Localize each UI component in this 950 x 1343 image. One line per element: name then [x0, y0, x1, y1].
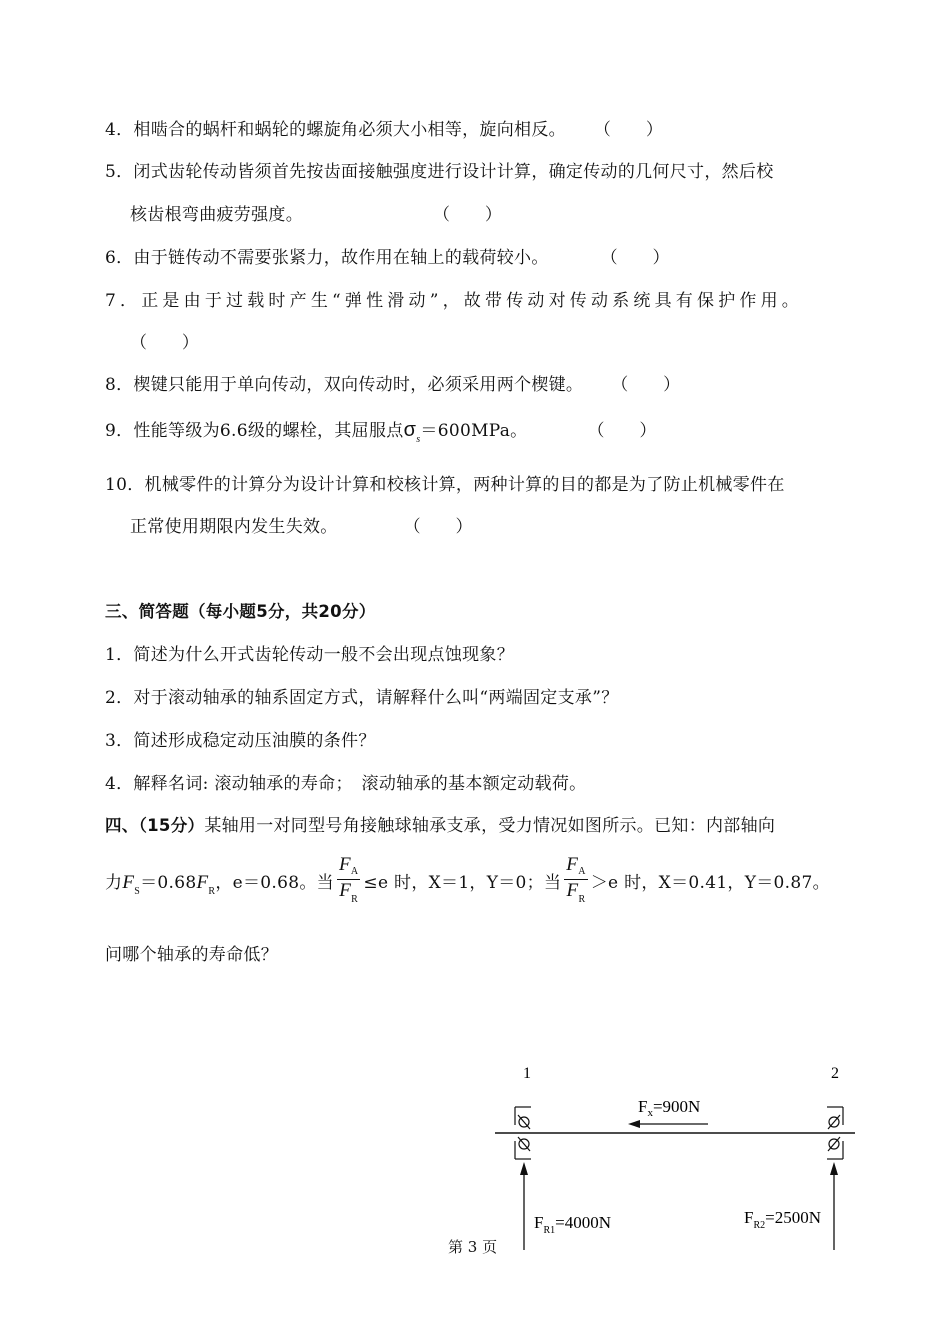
judgement-q4: [105, 115, 663, 140]
judgement-q6: [105, 243, 670, 268]
sigma-subscript: s: [416, 434, 421, 445]
shaft-bearing-diagram: [490, 1055, 870, 1255]
q4-answer-paren[interactable]: （ ）: [593, 120, 664, 140]
section4-formula-line: [105, 854, 830, 909]
axial-force-arrow: [628, 1120, 708, 1128]
fraction-fa-fr-2: $\frac{F_A}{F_R}$: [566, 854, 586, 905]
sigma-symbol: σ: [403, 419, 417, 441]
q10-answer-paren[interactable]: （ ）: [403, 517, 473, 537]
page-number: 第 3 页: [448, 1238, 498, 1256]
formula-prefix: 力: [105, 873, 123, 893]
q5-text-1: 5．闭式齿轮传动皆须首先按齿面接触强度进行设计计算，确定传动的几何尺寸，然后校: [105, 162, 774, 182]
bearing-2-label: 2: [831, 1065, 839, 1082]
formula-sub-s: S: [134, 886, 141, 897]
q10-text-1: 10．机械零件的计算分为设计计算和校核计算，两种计算的目的都是为了防止机械零件在: [105, 475, 785, 495]
q8-text: 8．楔键只能用于单向传动，双向传动时，必须采用两个楔键。: [105, 375, 584, 395]
judgement-q5-line1: [105, 157, 774, 182]
fr2-label: $F_{R2}=2500N$: [744, 1208, 822, 1231]
q7-text: 7．正是由于过载时产生“弹性滑动”，故带传动对传动系统具有保护作用。: [105, 291, 803, 311]
section3-title: 三、简答题（每小题5分，共20分）: [105, 602, 376, 621]
section3-q3: 3．简述形成稳定动压油膜的条件？: [105, 731, 376, 751]
bearing-1-label: 1: [523, 1065, 531, 1082]
section4-intro-line: [105, 811, 775, 836]
q9-prefix: 9．性能等级为6.6级的螺栓，其屈服点: [105, 421, 404, 441]
formula-F-r: F: [196, 872, 209, 893]
formula-e: ，e＝0.68。当: [215, 873, 334, 893]
section3-q2: 2．对于滚动轴承的轴系固定方式，请解释什么叫“两端固定支承”？: [105, 688, 619, 708]
q4-text: 4．相啮合的蜗杆和蜗轮的螺旋角必须大小相等，旋向相反。: [105, 120, 566, 140]
q6-text: 6．由于链传动不需要张紧力，故作用在轴上的载荷较小。: [105, 248, 549, 268]
section3-q1: 1．简述为什么开式齿轮传动一般不会出现点蚀现象？: [105, 645, 515, 665]
judgement-q7: [105, 286, 803, 311]
radial-force-arrow-2: [830, 1162, 838, 1250]
fx-label: $F_x=900N$: [638, 1097, 701, 1119]
formula-F-s: F: [122, 872, 135, 893]
section4-question: 问哪个轴承的寿命低？: [105, 945, 278, 965]
q5-answer-paren[interactable]: （ ）: [433, 205, 503, 225]
radial-force-arrow-1: [520, 1162, 528, 1250]
q8-answer-paren[interactable]: （ ）: [611, 375, 681, 395]
q9-answer-paren[interactable]: （ ）: [587, 421, 657, 441]
q10-text-2: 正常使用期限内发生失效。: [130, 517, 338, 537]
fr1-label: $F_{R1}=4000N$: [534, 1213, 612, 1236]
judgement-q8: [105, 370, 680, 395]
formula-cond1: ≤e 时，X＝1，Y＝0；当: [363, 873, 562, 893]
formula-cond2: ＞e 时，X＝0.41，Y＝0.87。: [590, 873, 830, 893]
judgement-q7-line2: [130, 328, 199, 353]
judgement-q10-line2: [130, 512, 473, 537]
q7-answer-paren[interactable]: （ ）: [130, 333, 200, 353]
judgement-q10-line1: [105, 470, 785, 495]
judgement-q5-line2: [130, 200, 502, 225]
q9-suffix: ＝600MPa。: [420, 421, 528, 441]
section4-title: 四、（15分）: [105, 816, 205, 835]
fraction-fa-fr-1: $\frac{F_A}{F_R}$: [338, 854, 359, 905]
formula-eq1: ＝0.68: [140, 873, 197, 893]
section4-intro: 某轴用一对同型号角接触球轴承支承，受力情况如图所示。已知：内部轴向: [204, 816, 776, 836]
formula-sub-r: R: [208, 886, 216, 897]
section3-q4: 4．解释名词: 滚动轴承的寿命； 滚动轴承的基本额定动载荷。: [105, 774, 587, 794]
q6-answer-paren[interactable]: （ ）: [600, 248, 670, 268]
q5-text-2: 核齿根弯曲疲劳强度。: [130, 205, 303, 225]
judgement-q9: [105, 416, 657, 445]
